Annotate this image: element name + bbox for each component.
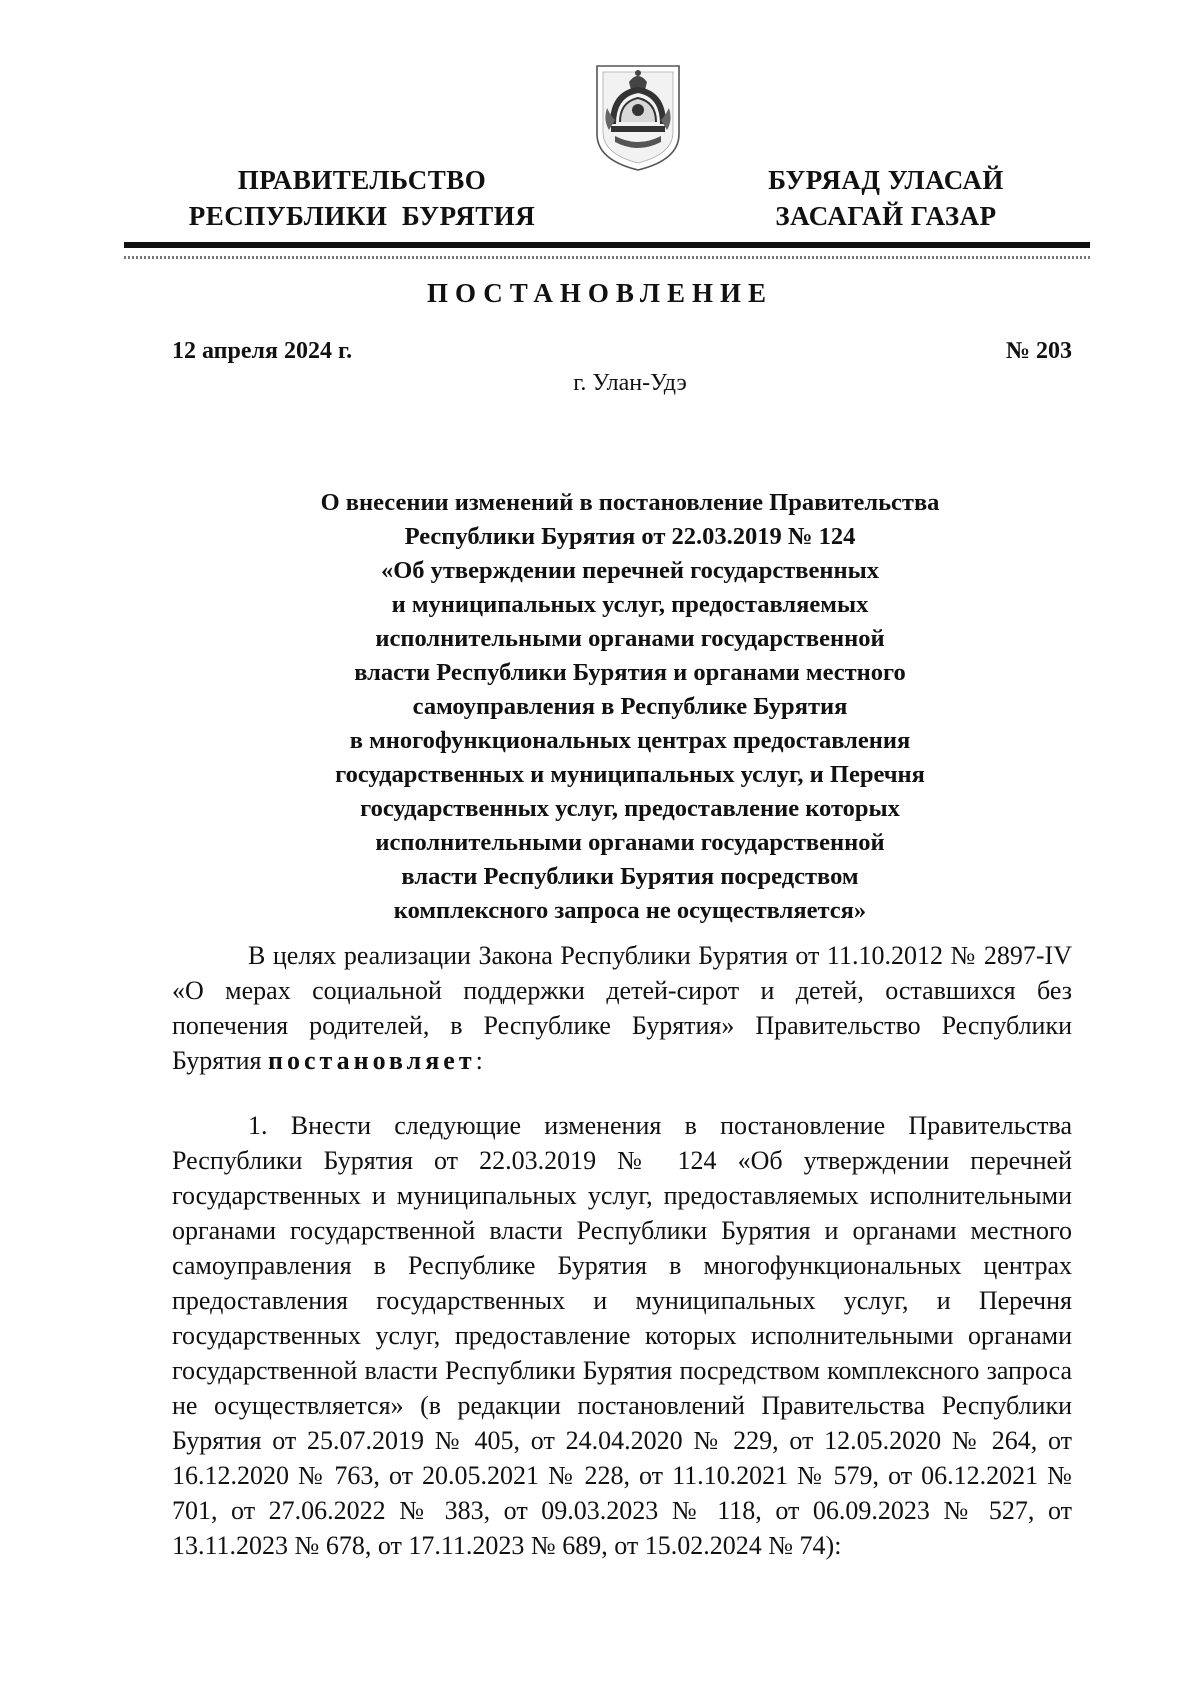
title-line: О внесении изменений в постановление Правительства [320,489,940,516]
title-line: в многофункциональных центрах предоставления [349,727,911,754]
document-city: г. Улан-Удэ [573,370,687,396]
header-left-line2: РЕСПУБЛИКИ БУРЯТИЯ [188,201,536,231]
header-right [736,162,1036,234]
preamble-text: В целях реализации Закона Республики Бурятия от 11.10.2012 № 2897-IV «О мерах социальной поддержки детей-сирот и детей, оставшихся без попечения родителей, в Республике Бурятия» Правительство Республики Бурятия [172,941,1072,1075]
title-line: комплексного запроса не осуществляется» [393,897,867,924]
resolution-keyword: постановляет [267,1046,476,1075]
document-date: 12 апреля 2024 г. [172,338,353,364]
header-divider-thick [124,242,1090,248]
title-line: исполнительными органами государственной [375,625,885,652]
title-line: «Об утверждении перечней государственных [380,557,880,584]
title-line: исполнительными органами государственной [375,829,885,856]
title-line: государственных услуг, предоставление которых [360,795,900,822]
preamble-paragraph [172,938,1072,1078]
title-line: и муниципальных услуг, предоставляемых [391,591,869,618]
coat-of-arms-icon [593,60,683,172]
title-line: власти Республики Бурятия посредством [401,863,859,890]
title-line: самоуправления в Республике Бурятия [412,693,848,720]
document-number: № 203 [1005,338,1072,364]
clause-paragraph-1: 1. Внести следующие изменения в постановление Правительства Республики Бурятия от 22.03.2019 № 124 «Об утверждении перечней государственных и муниципальных услуг, предоставляемых исполнительными органами государственной власти Республики Бурятия и органами местного самоуправления в Республике Бурятия в многофункциональных центрах предоставления государственных и муниципальных услуг, и Перечня государственных услуг, предоставление которых исполнительными органами государственной власти Республики Бурятия посредством комплексного запроса не осуществляется» (в редакции постановлений Правительства Республики Бурятия от 25.07.2019 № 405, от 24.04.2020 № 229, от 12.05.2020 № 264, от 16.12.2020 № 763, от 20.05.2021 № 228, от 11.10.2021 № 579, от 06.12.2021 № 701, от 27.06.2022 № 383, от 09.03.2023 № 118, от 06.09.2023 № 527, от 13.11.2023 № 678, от 17.11.2023 № 689, от 15.02.2024 № 74): [172,1111,1072,1560]
header-right-line2: ЗАСАГАЙ ГАЗАР [775,201,997,231]
title-line: Республики Бурятия от 22.03.2019 № 124 [404,523,856,550]
header-right-line1: БУРЯАД УЛАСАЙ [768,165,1004,195]
header-left-line1: ПРАВИТЕЛЬСТВО [237,165,487,195]
title-line: власти Республики Бурятия и органами местного [354,659,906,686]
title-line: государственных и муниципальных услуг, и Перечня [335,761,925,788]
header-left [172,162,552,234]
document-type: ПОСТАНОВЛЕНИЕ [426,278,774,308]
header-divider-thin [124,256,1090,259]
preamble-tail: : [475,1046,483,1075]
document-title [240,486,1020,928]
